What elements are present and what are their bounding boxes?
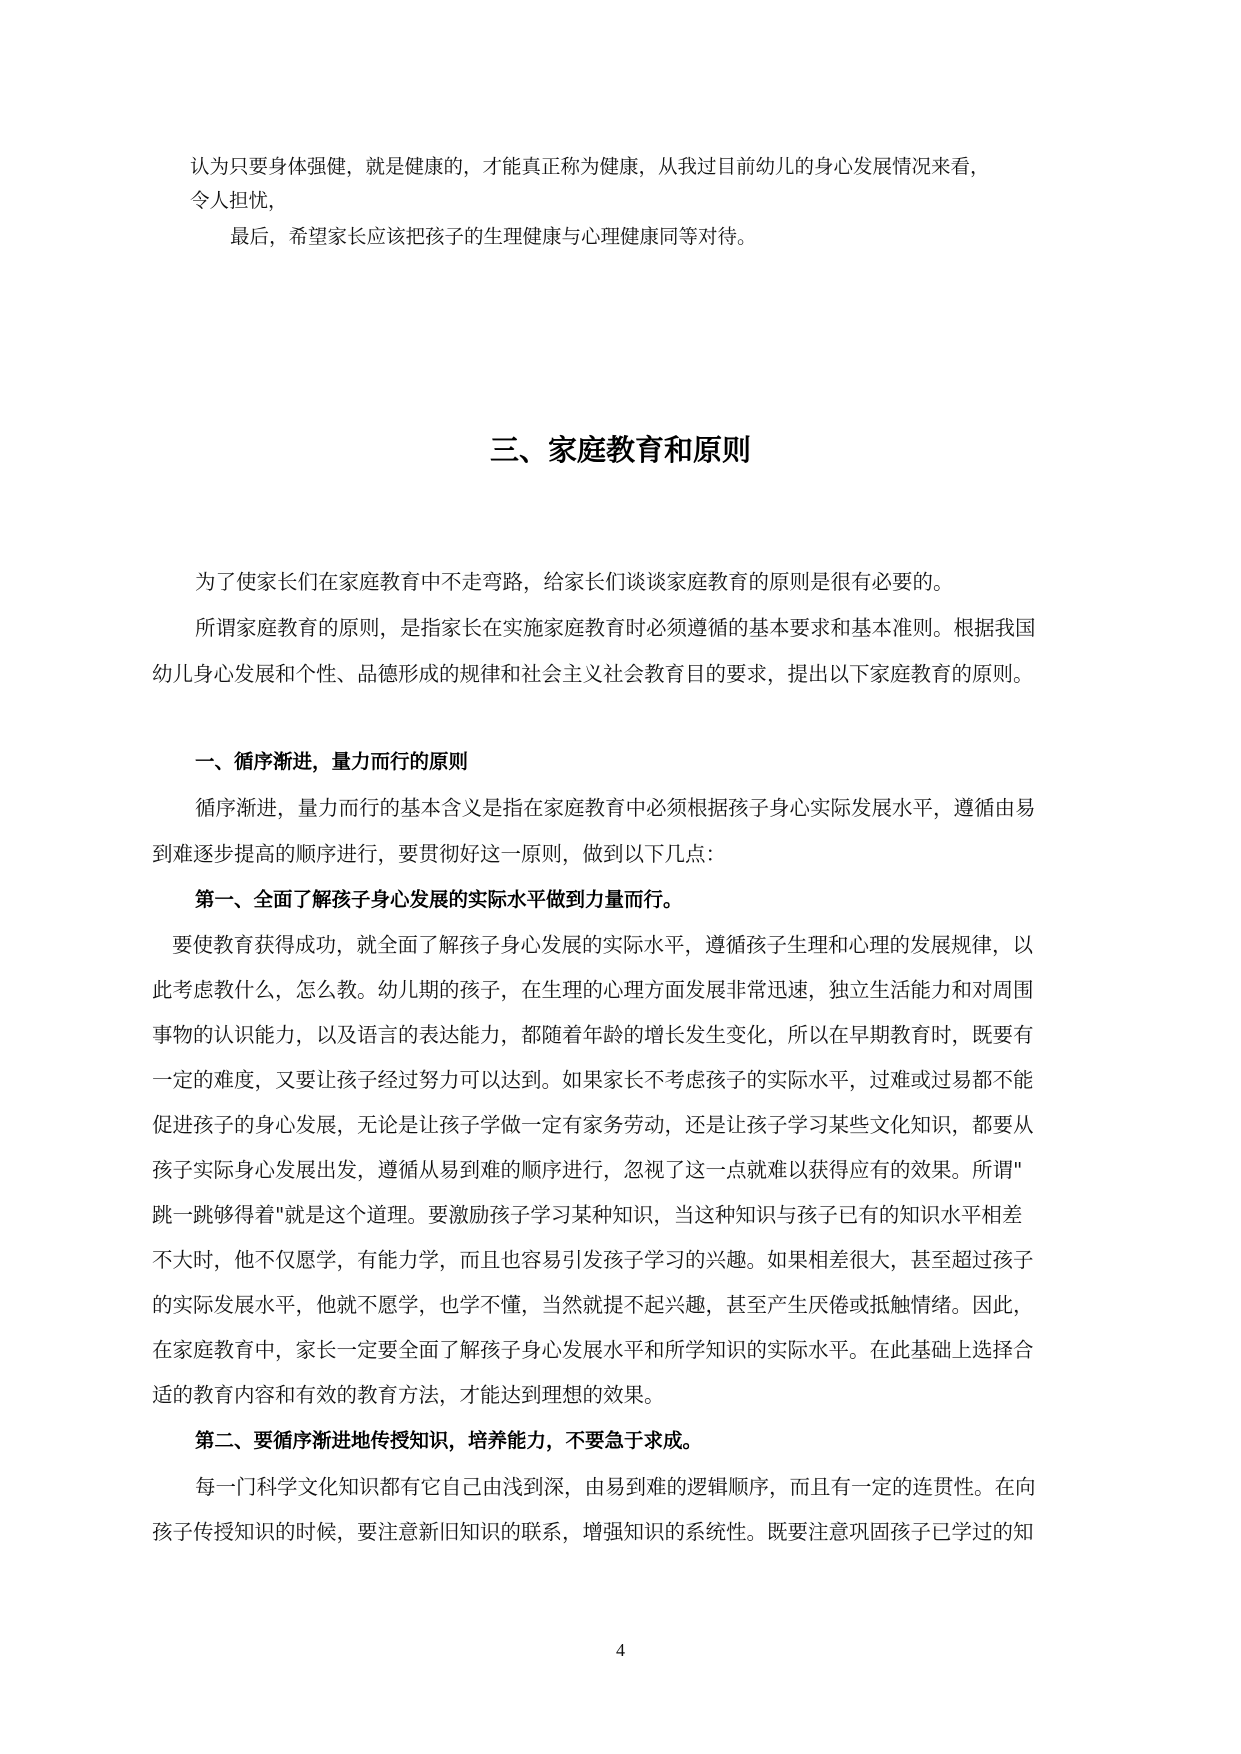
point-1-body-line: 跳一跳够得着"就是这个道理。要激励孩子学习某种知识，当这种知识与孩子已有的知识水平相差 <box>152 1203 1023 1227</box>
point-1-body-line: 促进孩子的身心发展，无论是让孩子学做一定有家务劳动，还是让孩子学习某些文化知识，都要从 <box>152 1113 1034 1137</box>
principle-1-intro-line-2: 到难逐步提高的顺序进行，要贯彻好这一原则，做到以下几点： <box>152 842 726 866</box>
point-1-body-line: 事物的认识能力，以及语言的表达能力，都随着年龄的增长发生变化，所以在早期教育时，既要有 <box>152 1023 1034 1047</box>
point-1-body-line: 此考虑教什么，怎么教。幼儿期的孩子，在生理的心理方面发展非常迅速，独立生活能力和对周围 <box>152 978 1034 1002</box>
intro-line-1: 认为只要身体强健，就是健康的，才能真正称为健康，从我过目前幼儿的身心发展情况来看， <box>190 155 990 178</box>
point-1-body-line: 要使教育获得成功，就全面了解孩子身心发展的实际水平，遵循孩子生理和心理的发展规律，以 <box>172 933 1033 957</box>
point-1-body-line: 一定的难度，又要让孩子经过努力可以达到。如果家长不考虑孩子的实际水平，过难或过易都不能 <box>152 1068 1034 1092</box>
principle-1-intro-line-1: 循序渐进，量力而行的基本含义是指在家庭教育中必须根据孩子身心实际发展水平，遵循由易 <box>195 796 1036 820</box>
point-2-body-line: 每一门科学文化知识都有它自己由浅到深，由易到难的逻辑顺序，而且有一定的连贯性。在向 <box>195 1475 1036 1499</box>
section-paragraph-2-line-1: 所谓家庭教育的原则，是指家长在实施家庭教育时必须遵循的基本要求和基本准则。根据我国 <box>195 616 1036 640</box>
section-paragraph-1: 为了使家长们在家庭教育中不走弯路，给家长们谈谈家庭教育的原则是很有必要的。 <box>195 570 954 594</box>
principle-1-title: 一、循序渐进，量力而行的原则 <box>195 750 469 773</box>
point-1-body-line: 孩子实际身心发展出发，遵循从易到难的顺序进行，忽视了这一点就难以获得应有的效果。所谓" <box>152 1158 1023 1182</box>
point-1-body-line: 的实际发展水平，他就不愿学，也学不懂，当然就提不起兴趣，甚至产生厌倦或抵触情绪。因此， <box>152 1293 1034 1317</box>
intro-line-3: 最后，希望家长应该把孩子的生理健康与心理健康同等对待。 <box>230 225 757 248</box>
point-1-title: 第一、全面了解孩子身心发展的实际水平做到力量而行。 <box>195 888 683 911</box>
point-1-body-line: 不大时，他不仅愿学，有能力学，而且也容易引发孩子学习的兴趣。如果相差很大，甚至超过孩子 <box>152 1248 1034 1272</box>
intro-line-2: 令人担忧， <box>190 189 288 212</box>
point-1-body-line: 适的教育内容和有效的教育方法，才能达到理想的效果。 <box>152 1383 665 1407</box>
point-2-title: 第二、要循序渐进地传授知识，培养能力，不要急于求成。 <box>195 1429 703 1452</box>
section-paragraph-2-line-2: 幼儿身心发展和个性、品德形成的规律和社会主义社会教育目的要求，提出以下家庭教育的原则。 <box>152 662 1034 686</box>
page-number: 4 <box>616 1640 625 1660</box>
point-1-body-line: 在家庭教育中，家长一定要全面了解孩子身心发展水平和所学知识的实际水平。在此基础上选择合 <box>152 1338 1034 1362</box>
point-2-body-line: 孩子传授知识的时候，要注意新旧知识的联系，增强知识的系统性。既要注意巩固孩子已学过的知 <box>152 1520 1034 1544</box>
section-title: 三、家庭教育和原则 <box>489 433 751 467</box>
